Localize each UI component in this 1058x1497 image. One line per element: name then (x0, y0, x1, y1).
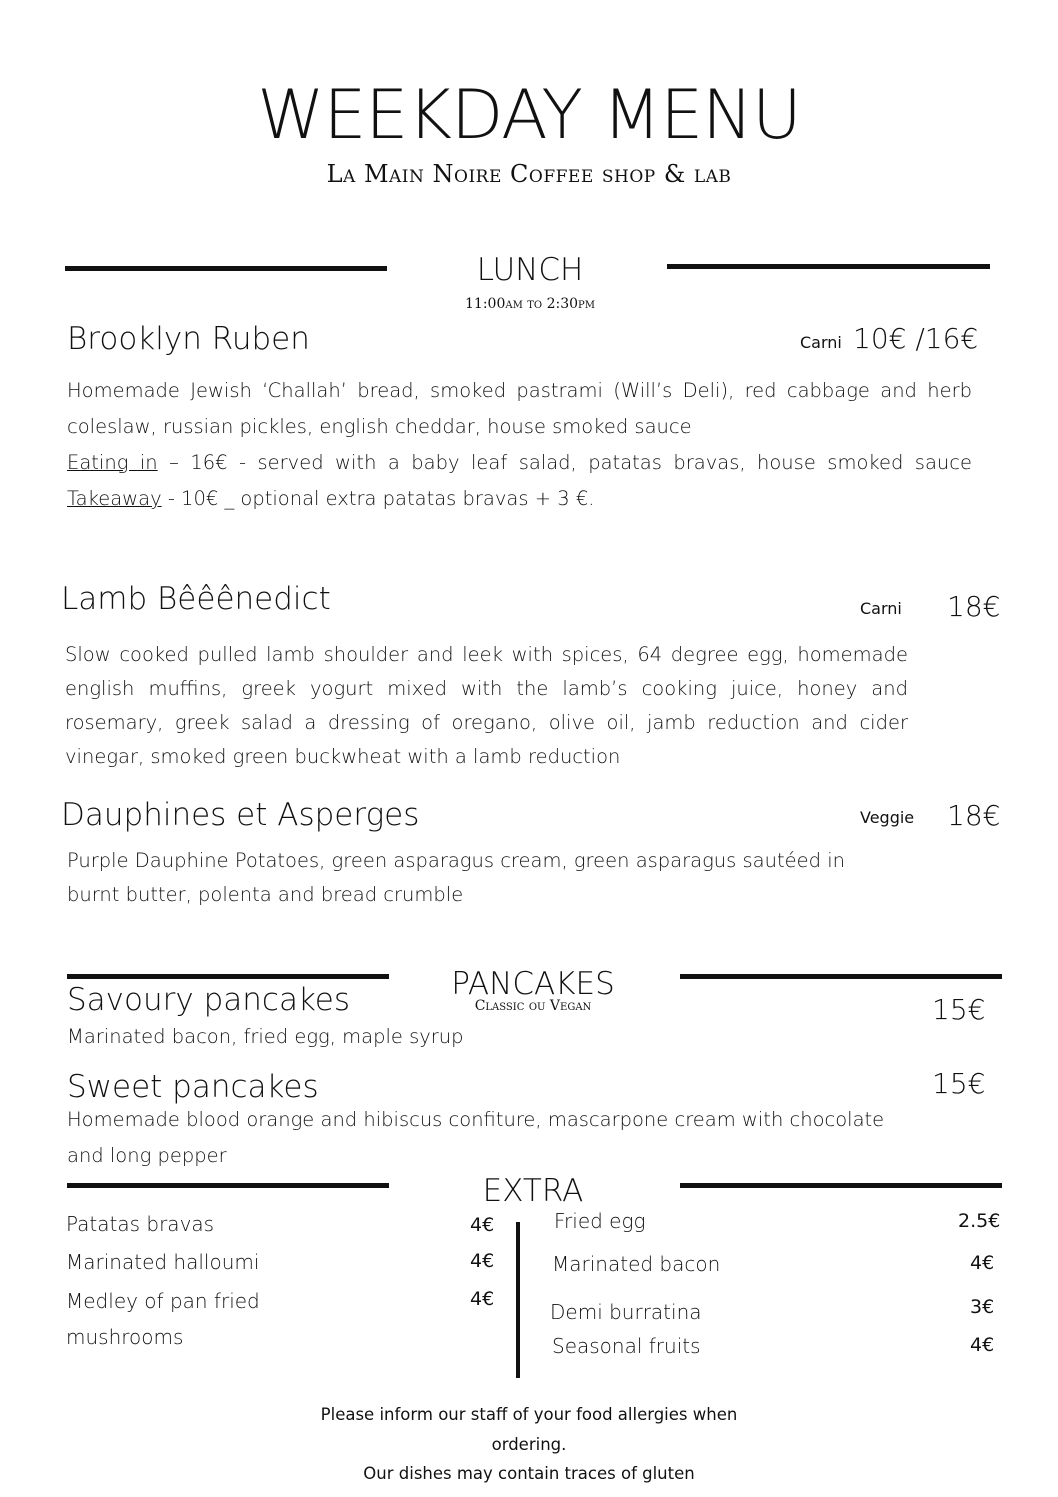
description-line: burnt butter, polenta and bread crumble (67, 883, 464, 906)
description-line: coleslaw, russian pickles, english cheddar, house smoked sauce (67, 415, 692, 438)
extra-item-name: Patatas bravas (66, 1212, 215, 1236)
extra-item-name: Demi burratina (550, 1300, 702, 1324)
menu-title: WEEKDAY MENU (257, 76, 801, 155)
extra-item-price: 3€ (970, 1296, 995, 1318)
dish-tag: Carni (800, 333, 842, 352)
description-line: Slow cooked pulled lamb shoulder and leek with spices, 64 degree egg, homemade (65, 643, 908, 666)
dish-description (67, 1102, 917, 1174)
extra-item-name: Marinated halloumi (66, 1250, 260, 1274)
section-divider-left (65, 266, 387, 271)
dish-name: Lamb Bêêênedict (61, 581, 331, 617)
dish-tag: Carni (860, 599, 902, 618)
dish-name: Sweet pancakes (67, 1069, 319, 1105)
dish-price: 15€ (932, 993, 986, 1026)
dish-description: Marinated bacon, fried egg, maple syrup (67, 1025, 464, 1048)
description-line: Homemade Jewish ‘Challah’ bread, smoked pastrami (Will’s Deli), red cabbage and herb (67, 379, 972, 402)
takeaway-line (67, 481, 972, 517)
takeaway-text: - 10€ _ optional extra patatas bravas + 3 €. (161, 487, 595, 510)
allergy-notice (290, 1400, 768, 1489)
extra-item-price: 4€ (470, 1288, 495, 1310)
dish-price: 18€ (947, 799, 1001, 832)
extra-item-price: 4€ (470, 1250, 495, 1272)
extra-item-price: 4€ (970, 1252, 995, 1274)
pancakes-heading: PANCAKES (451, 966, 615, 1002)
dish-tag: Veggie (860, 808, 915, 827)
dish-price: 10€ /16€ (853, 322, 979, 355)
dish-price: 18€ (947, 590, 1001, 623)
description-line: english muffins, greek yogurt mixed with the lamb’s cooking juice, honey and (65, 677, 908, 700)
notice-line: ordering. (491, 1434, 567, 1454)
extra-item-name: Fried egg (554, 1209, 646, 1233)
extra-item-price: 2.5€ (958, 1210, 1001, 1232)
menu-subtitle: La Main Noire Coffee shop & lab (326, 160, 732, 188)
notice-line: Please inform our staff of your food allergies when (320, 1405, 738, 1424)
pancakes-subheading: Classic ou Vegan (474, 998, 592, 1014)
takeaway-label: Takeaway (67, 487, 162, 510)
description-line: Homemade blood orange and hibiscus confiture, mascarpone cream with chocolate (67, 1108, 885, 1131)
section-divider-left (67, 974, 389, 979)
extra-item-name: Medley of pan fried (66, 1289, 260, 1313)
section-divider-right (667, 264, 990, 269)
notice-line: Our dishes may contain traces of gluten (363, 1464, 695, 1483)
dish-description (67, 844, 897, 912)
section-divider-left (67, 1183, 389, 1188)
extra-item-name: Seasonal fruits (552, 1334, 701, 1358)
dish-description (65, 638, 908, 774)
description-line: Purple Dauphine Potatoes, green asparagus cream, green asparagus sautéed in (67, 849, 845, 872)
eat-in-line (67, 445, 972, 481)
eat-in-text: – 16€ - served with a baby leaf salad, patatas bravas, house smoked sauce (157, 451, 972, 474)
description-line: and long pepper (67, 1144, 227, 1167)
extra-item-name-continued: mushrooms (66, 1325, 184, 1349)
description-line: rosemary, greek salad a dressing of oregano, olive oil, jamb reduction and cider (65, 711, 908, 734)
dish-description (67, 373, 972, 517)
extra-heading: EXTRA (482, 1173, 584, 1209)
column-divider (516, 1222, 520, 1378)
lunch-heading: LUNCH (476, 252, 584, 288)
dish-name: Savoury pancakes (67, 982, 351, 1018)
extra-item-price: 4€ (470, 1214, 495, 1236)
description-line: vinegar, smoked green buckwheat with a lamb reduction (65, 745, 621, 768)
section-divider-right (680, 1183, 1002, 1188)
extra-item-name: Marinated bacon (552, 1252, 721, 1276)
lunch-hours: 11:00am to 2:30pm (465, 296, 595, 312)
dish-price: 15€ (932, 1067, 986, 1100)
dish-name: Brooklyn Ruben (67, 321, 310, 357)
extra-item-price: 4€ (970, 1334, 995, 1356)
dish-name: Dauphines et Asperges (61, 797, 420, 833)
section-divider-right (680, 974, 1002, 979)
eat-in-label: Eating in (67, 451, 158, 474)
